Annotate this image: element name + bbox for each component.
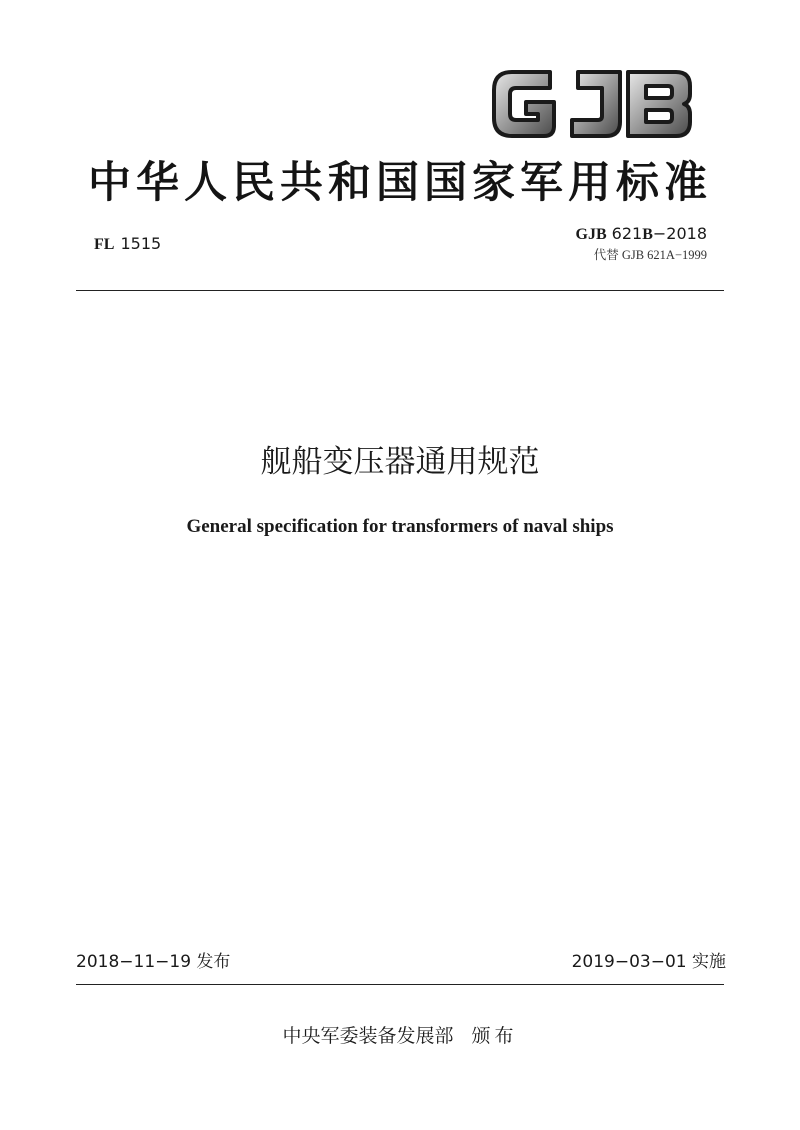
standard-prefix: GJB bbox=[575, 226, 607, 243]
issuer-org: 中央军委装备发展部 bbox=[282, 1025, 454, 1047]
issuer-verb: 颁布 bbox=[471, 1025, 518, 1047]
country-standard-title: 中华人民共和国国家军用标准 bbox=[88, 158, 712, 208]
document-title-en: General specification for transformers of naval ships bbox=[186, 516, 614, 537]
issuer bbox=[0, 1022, 800, 1050]
document-title-cn: 舰船变压器通用规范 bbox=[260, 444, 540, 480]
classification-code bbox=[94, 234, 161, 255]
fl-label: FL bbox=[94, 236, 115, 253]
implementation-date: 2019−03−01 实施 bbox=[571, 952, 726, 972]
gjb-logo bbox=[488, 62, 696, 144]
issue-date: 2018−11−19 发布 bbox=[76, 952, 231, 972]
standard-suffix: B bbox=[642, 226, 653, 243]
standard-number bbox=[540, 224, 707, 245]
standard-num: 621 bbox=[611, 224, 643, 243]
fl-number: 1515 bbox=[120, 234, 162, 253]
replaces-standard: 代替 GJB 621A−1999 bbox=[593, 248, 707, 262]
header-divider bbox=[76, 290, 724, 291]
standard-year: −2018 bbox=[652, 224, 707, 243]
footer-divider bbox=[76, 984, 724, 985]
